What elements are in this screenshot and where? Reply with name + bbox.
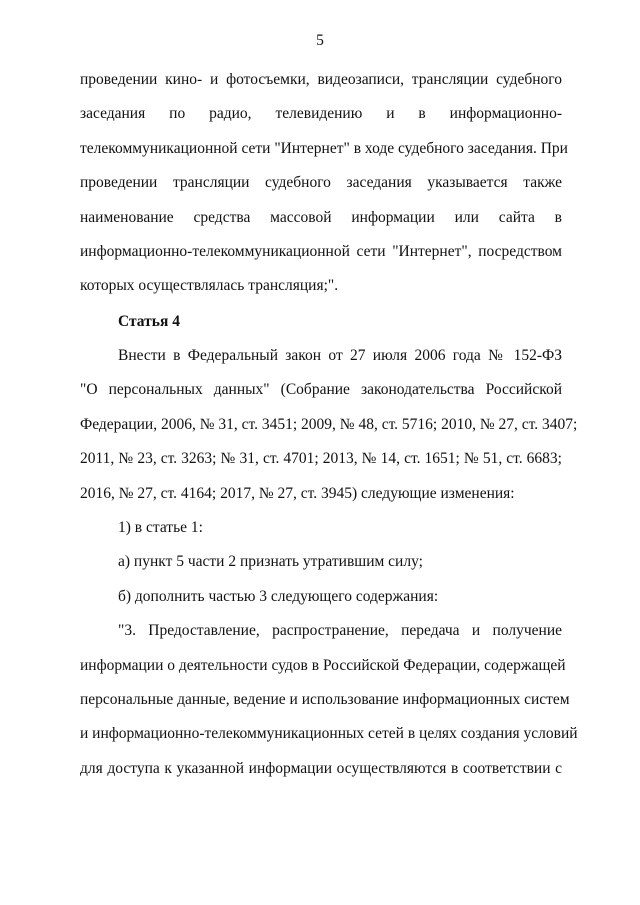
list-item: б) дополнить частью 3 следующего содержания:: [118, 588, 439, 605]
text-line: информационно-телекоммуникационной сети "Интернет", посредством: [80, 243, 562, 260]
text-line: "О персональных данных" (Собрание законодательства Российской: [80, 381, 562, 398]
text-line: 2011, № 23, ст. 3263; № 31, ст. 4701; 2013, № 14, ст. 1651; № 51, ст. 6683;: [80, 450, 562, 467]
text-line: для доступа к указанной информации осуществляются в соответствии с: [80, 760, 562, 777]
text-line: и информационно-телекоммуникационных сетей в целях создания условий: [80, 725, 578, 742]
text-line: информации о деятельности судов в Российской Федерации, содержащей: [80, 657, 566, 674]
text-line: телекоммуникационной сети "Интернет" в ходе судебного заседания. При: [80, 140, 568, 157]
text-line: которых осуществлялась трансляция;".: [80, 277, 339, 294]
text-line: заседания по радио, телевидению и в информационно-: [80, 105, 562, 122]
article-heading: Статья 4: [118, 313, 180, 330]
text-line: наименование средства массовой информации или сайта в: [80, 209, 562, 226]
text-line: проведении кино- и фотосъемки, видеозаписи, трансляции судебного: [80, 71, 562, 88]
text-line: персональные данные, ведение и использование информационных систем: [80, 691, 570, 708]
text-line: проведении трансляции судебного заседания указывается также: [80, 174, 562, 191]
text-line: 2016, № 27, ст. 4164; 2017, № 27, ст. 3945) следующие изменения:: [80, 485, 515, 502]
page-number: 5: [316, 32, 324, 49]
text-line: Федерации, 2006, № 31, ст. 3451; 2009, № 48, ст. 5716; 2010, № 27, ст. 3407;: [80, 416, 578, 433]
text-line: Внести в Федеральный закон от 27 июля 2006 года № 152-ФЗ: [118, 347, 562, 364]
list-item: а) пункт 5 части 2 признать утратившим силу;: [118, 553, 423, 570]
text-line: "3. Предоставление, распространение, передача и получение: [118, 622, 562, 639]
list-item: 1) в статье 1:: [118, 519, 203, 536]
